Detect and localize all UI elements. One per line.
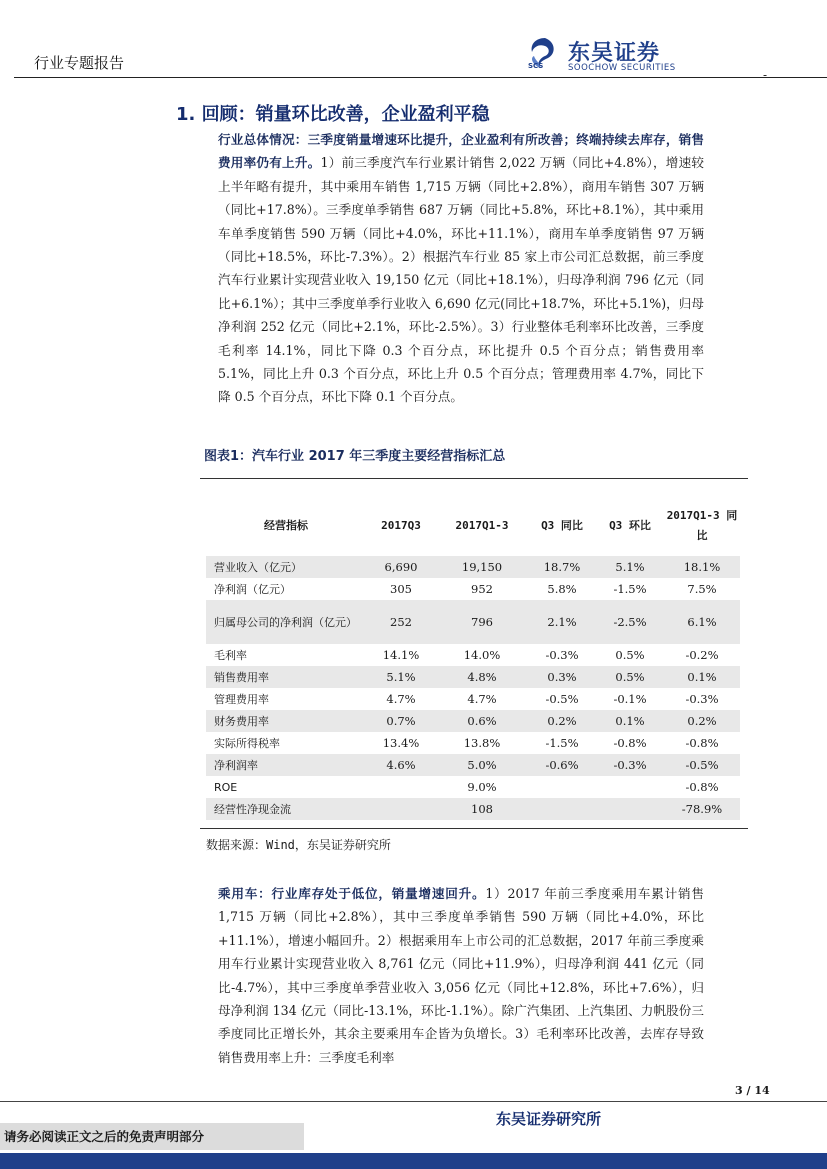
table-cell: 4.7% <box>386 691 416 706</box>
table-row <box>206 556 740 578</box>
figure-top-rule <box>200 478 748 479</box>
table-cell: 0.1% <box>664 666 740 688</box>
table-cell: 0.5% <box>596 666 664 688</box>
report-type: 行业专题报告 <box>34 54 125 72</box>
table-row <box>206 600 740 644</box>
figure-title: 图表1：汽车行业 2017 年三季度主要经营指标汇总 <box>204 449 506 464</box>
table-cell: 6,690 <box>366 556 436 578</box>
row-label: 销售费用率 <box>206 666 366 688</box>
row-label: 毛利率 <box>214 648 247 662</box>
table-cell: 18.1% <box>664 556 740 578</box>
table-cell: 5.8% <box>547 581 577 596</box>
table-cell: 14.1% <box>382 647 420 662</box>
table-cell: 13.4% <box>382 735 420 750</box>
table-cell <box>528 776 596 798</box>
logo-name-en: SOOCHOW SECURITIES <box>568 63 676 73</box>
row-label: 净利润率 <box>206 754 366 776</box>
row-label: 管理费用率 <box>214 692 269 706</box>
table-cell: -0.8% <box>613 735 647 750</box>
table-cell: -1.5% <box>545 735 579 750</box>
paragraph-passenger-car <box>218 882 704 1069</box>
row-label: 净利润（亿元） <box>214 582 291 596</box>
table-cell: 4.7% <box>467 691 497 706</box>
table-cell <box>596 776 664 798</box>
table-cell: -0.5% <box>545 691 579 706</box>
table-cell: 5.1% <box>596 556 664 578</box>
col-header: 经营指标 <box>264 519 308 532</box>
table-cell: 0.2% <box>664 710 740 732</box>
table-cell: 108 <box>436 798 528 820</box>
header-dash: - <box>763 68 768 82</box>
table-row <box>206 688 740 710</box>
row-label: 归属母公司的净利润（亿元） <box>206 600 366 644</box>
table-cell: -0.8% <box>685 779 719 794</box>
page-number: 3 / 14 <box>735 1084 770 1097</box>
metrics-table <box>206 496 740 820</box>
logo-name-cn: 东吴证券 <box>568 41 661 66</box>
disclaimer-notice: 请务必阅读正文之后的免责声明部分 <box>0 1123 304 1150</box>
table-row <box>206 666 740 688</box>
footer-org: 东吴证券研究所 <box>496 1110 602 1128</box>
table-row <box>206 798 740 820</box>
row-label: ROE <box>214 780 238 794</box>
company-logo <box>528 36 718 74</box>
table-cell: -2.5% <box>596 600 664 644</box>
table-row <box>206 710 740 732</box>
table-row <box>206 732 740 754</box>
table-cell: 4.8% <box>436 666 528 688</box>
table-cell: 19,150 <box>436 556 528 578</box>
row-label: 经营性净现金流 <box>206 798 366 820</box>
table-cell <box>366 798 436 820</box>
table-cell: 5.1% <box>366 666 436 688</box>
table-row <box>206 754 740 776</box>
col-header: 2017Q1-3 <box>455 519 509 532</box>
table-cell: -0.5% <box>664 754 740 776</box>
table-cell: 9.0% <box>467 779 497 794</box>
table-cell: -0.3% <box>685 691 719 706</box>
table-cell: 6.1% <box>664 600 740 644</box>
table-cell: -78.9% <box>664 798 740 820</box>
table-cell: 252 <box>366 600 436 644</box>
table-cell: -0.2% <box>685 647 719 662</box>
footer-bar <box>0 1153 827 1169</box>
table-cell: 0.6% <box>436 710 528 732</box>
table-cell: 5.0% <box>436 754 528 776</box>
table-cell: -1.5% <box>613 581 647 596</box>
col-header: 2017Q3 <box>381 519 421 532</box>
paragraph-body: 1）前三季度汽车行业累计销售 2,022 万辆（同比+4.8%），增速较上半年略有提升，其中乘用车销售 1,715 万辆（同比+2.8%），商用车销售 307 万辆（同比+17.8%）。三季度单季销售 687 万辆（同比+5.8%，环比+8.1%），其中乘用车单季度销售 590 万辆（同比+4.0%，环比+11.1%），商用车单季度销售 97 万辆（同比+18.5%，环比-7.3%）。2）根据汽车行业 85 家上市公司汇总数据，前三季度汽车行业累计实现营业收入 19,150 亿元（同比+18.1%），归母净利润 796 亿元（同比+6.1%）；其中三季度单季行业收入 6,690 亿元(同比+18.7%，环比+5.1%)，归母净利润 252 亿元（同比+2.1%，环比-2.5%）。3）行业整体毛利率环比改善，三季度毛利率 14.1%，同比下降 0.3 个百分点，环比提升 0.5 个百分点；销售费用率 5.1%，同比上升 0.3 个百分点，环比上升 0.5 个百分点；管理费用率 4.7%，同比下降 0.5 个百分点，环比下降 0.1 个百分点。 <box>218 155 705 405</box>
table-cell: 2.1% <box>528 600 596 644</box>
table-cell: 18.7% <box>528 556 596 578</box>
table-cell: 0.2% <box>528 710 596 732</box>
table-cell: 0.5% <box>615 647 645 662</box>
table-cell: 952 <box>471 581 493 596</box>
col-header: Q3 环比 <box>609 519 651 532</box>
table-cell: 13.8% <box>463 735 501 750</box>
col-header: Q3 同比 <box>541 519 583 532</box>
table-cell: 14.0% <box>463 647 501 662</box>
table-cell: 0.1% <box>596 710 664 732</box>
paragraph-body: 1）2017 年前三季度乘用车累计销售 1,715 万辆（同比+2.8%），其中三季度单季销售 590 万辆（同比+4.0%，环比+11.1%），增速小幅回升。2）根据乘用车上市公司的汇总数据，2017 年前三季度乘用车行业累计实现营业收入 8,761 亿元（同比+11.9%），归母净利润 441 亿元（同比-4.7%），其中三季度单季营业收入 3,056 亿元（同比+12.8%，环比+7.6%），归母净利润 134 亿元（同比-13.1%，环比-1.1%）。除广汽集团、上汽集团、力帆股份三季度同比正增长外，其余主要乘用车企皆为负增长。3）毛利率环比改善，去库存导致销售费用率上升：三季度毛利率 <box>218 886 705 1065</box>
header-divider <box>14 77 827 78</box>
table-cell: -0.1% <box>613 691 647 706</box>
table-cell: -0.3% <box>596 754 664 776</box>
paragraph-overview <box>218 128 704 409</box>
table-cell: -0.3% <box>545 647 579 662</box>
table-row <box>206 644 740 666</box>
table-header-row <box>206 496 740 556</box>
paragraph-lead: 行业总体情况：三季度销量增速环比提升，企业盈利有所改善；终端持续去库存，销售费用率仍有上升。 <box>218 132 704 171</box>
figure-source: 数据来源：Wind，东吴证券研究所 <box>206 838 391 852</box>
table-cell: 0.3% <box>528 666 596 688</box>
table-cell: 796 <box>436 600 528 644</box>
row-label: 营业收入（亿元） <box>206 556 366 578</box>
table-cell <box>366 776 436 798</box>
logo-abbr: SCS <box>528 62 544 70</box>
table-row <box>206 776 740 798</box>
paragraph-lead: 乘用车：行业库存处于低位，销量增速回升。 <box>218 886 486 901</box>
table-cell <box>596 798 664 820</box>
section-title: 1. 回顾：销量环比改善，企业盈利平稳 <box>176 104 490 125</box>
table-cell <box>528 798 596 820</box>
table-cell: 7.5% <box>687 581 717 596</box>
table-cell: -0.8% <box>685 735 719 750</box>
table-cell: 305 <box>390 581 412 596</box>
footer-divider <box>0 1101 827 1102</box>
table-cell: 0.7% <box>366 710 436 732</box>
table-cell: -0.6% <box>528 754 596 776</box>
figure-bottom-rule <box>200 828 748 829</box>
col-header: 2017Q1-3 同比 <box>666 509 738 542</box>
table-row <box>206 578 740 600</box>
row-label: 实际所得税率 <box>214 736 280 750</box>
row-label: 财务费用率 <box>206 710 366 732</box>
table-cell: 4.6% <box>366 754 436 776</box>
